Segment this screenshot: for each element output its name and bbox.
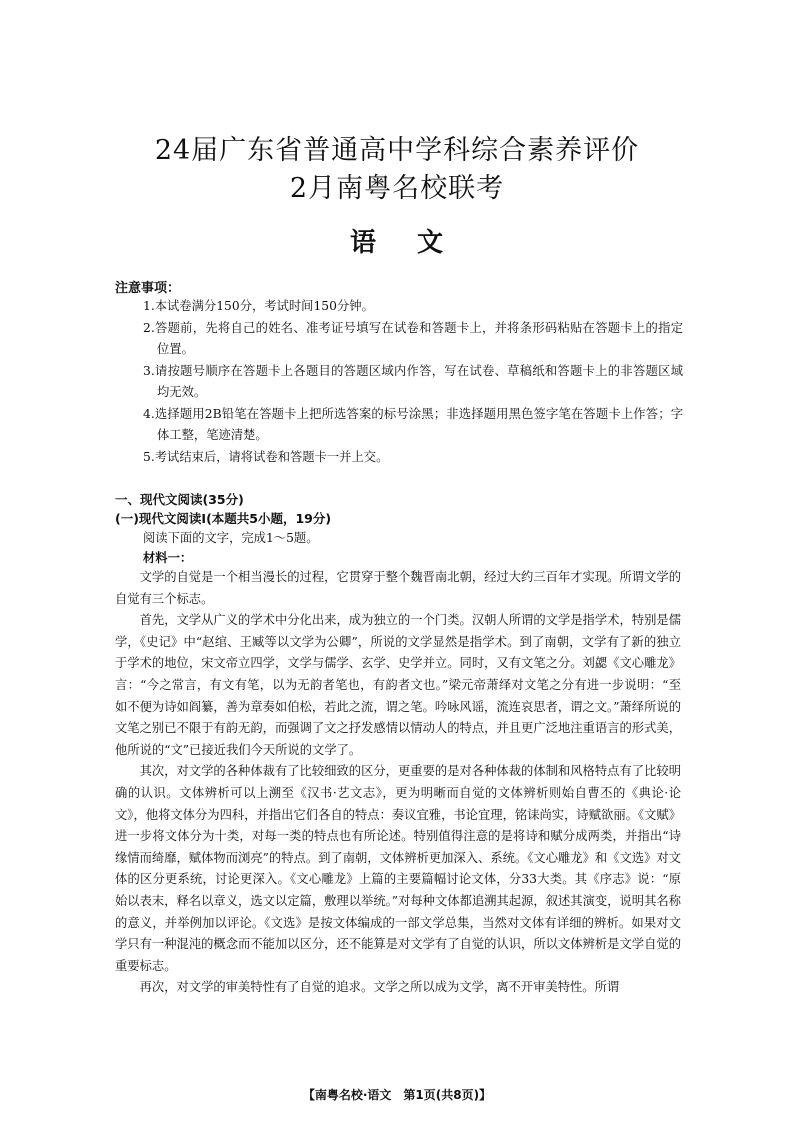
notice-item: 1.本试卷满分150分，考试时间150分钟。	[143, 299, 374, 313]
notice-item: 3.请按题号顺序在答题卡上各题目的答题区域内作答，写在试卷、草稿纸和答题卡上的非答题区域均无效。	[143, 363, 683, 399]
notice-heading: 注意事项：	[115, 281, 181, 296]
notice-item: 5.考试结束后，请将试卷和答题卡一并上交。	[143, 449, 389, 464]
section-heading: 一、现代文阅读(35分)	[115, 492, 244, 507]
exam-title: 24届广东省普通高中学科综合素养评价	[154, 135, 640, 166]
passage-paragraph: 其次，对文学的各种体裁有了比较细致的区分，更重要的是对各种体裁的体制和风格特点有了比较明确的认识。文体辨析可以上溯至《汉书·艺文志》，更为明晰而自觉的文体辨析则始自曹丕的《典论·论文》，他将文体分为四科，并指出它们各自的特点：奏议宜雅，书论宜理，铭诔尚实，诗赋欲丽。《文赋》进一步将文体分为十类，对每一类的特点也有所论述。特别值得注意的是将诗和赋分成两类，并指出“诗缘情而绮靡，赋体物而浏亮”的特点。到了南朝，文体辨析更加深入、系统。《文心雕龙》和《文选》对文体的区分更系统，讨论更深入。《文心雕龙》上篇的主要篇幅讨论文体，分33大类。其《序志》说：“原始以表末，释名以章义，选文以定篇，敷理以举统。”对每种文体都追溯其起源，叙述其演变，说明其名称的意义，并举例加以评论。《文选》是按文体编成的一部文学总集，当然对文体有详细的辨析。如果对文学只有一种混沌的概念而不能加以区分，还不能算是对文学有了自觉的认识，所以文体辨析是文学自觉的重要标志。	[115, 764, 681, 973]
passage-paragraph: 再次，对文学的审美特性有了自觉的追求。文学之所以成为文学，离不开审美特性。所谓	[139, 980, 620, 995]
reading-passage	[115, 567, 681, 999]
reading-instruction: 阅读下面的文字，完成1～5题。	[143, 531, 319, 545]
material-label: 材料一：	[143, 551, 193, 565]
page-footer: 【南粤名校·语文 第1页(共8页)】	[302, 1088, 492, 1102]
passage-paragraph: 文学的自觉是一个相当漫长的过程，它贯穿于整个魏晋南北朝，经过大约三百年才实现。所谓文学的自觉有三个标志。	[115, 570, 681, 606]
passage-paragraph: 首先，文学从广义的学术中分化出来，成为独立的一个门类。汉朝人所谓的文学是指学术，特别是儒学，《史记》中“赵绾、王臧等以文学为公卿”，所说的文学显然是指学术。到了南朝，文学有了新的独立于学术的地位，宋文帝立四学，文学与儒学、玄学、史学并立。同时，又有文笔之分。刘勰《文心雕龙》言：“今之常言，有文有笔，以为无韵者笔也，有韵者文也。”梁元帝萧绎对文笔之分有进一步说明：“至如不便为诗如阎纂，善为章奏如伯松，若此之流，谓之笔。吟咏风谣，流连哀思者，谓之文。”萧绎所说的文笔之别已不限于有韵无韵，而强调了文之抒发感情以情动人的特点，并且更广泛地注重语言的形式美，他所说的“文”已接近我们今天所说的文学了。	[115, 613, 681, 757]
subsection-heading: (一)现代文阅读Ⅰ(本题共5小题，19分)	[115, 511, 332, 526]
notice-item: 2.答题前，先将自己的姓名、准考证号填写在试卷和答题卡上，并将条形码粘贴在答题卡上的指定位置。	[143, 320, 683, 356]
notice-list	[143, 296, 683, 468]
notice-item: 4.选择题用2B铅笔在答题卡上把所选答案的标号涂黑；非选择题用黑色签字笔在答题卡上作答；字体工整，笔迹清楚。	[143, 406, 683, 442]
subject-title: 语 文	[349, 228, 445, 258]
exam-subtitle: 2月南粤名校联考	[289, 173, 505, 204]
